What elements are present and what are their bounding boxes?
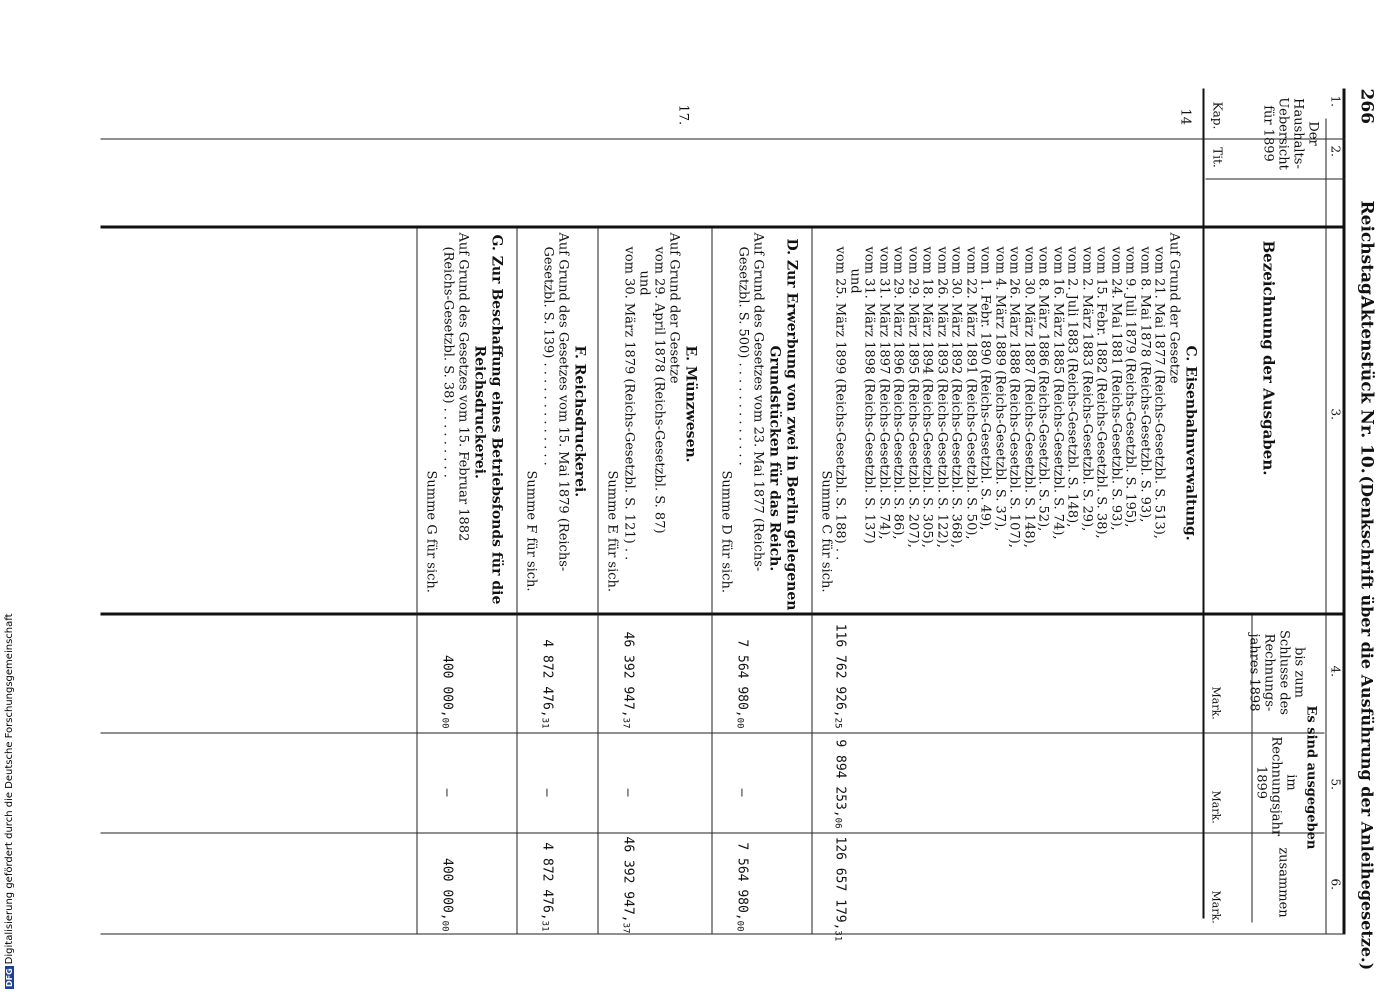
dfg-credit <box>4 604 15 989</box>
header-bottom-rule <box>1203 89 1205 919</box>
section-d-title-1: D. Zur Erwerbung von zwei in Berlin gelegenen <box>783 238 800 611</box>
law-line: vom 18. März 1894 (Reichs-Gesetzbl. S. 305), <box>920 246 935 548</box>
col5-unit: Mark. <box>1209 790 1223 824</box>
law-line: vom 21. Mai 1877 (Reichs-Gesetzbl. S. 513), <box>1152 246 1167 539</box>
law-line: vom 2. Juli 1883 (Reichs-Gesetzbl. S. 148), <box>1065 246 1080 528</box>
dfg-logo: DFG <box>5 968 14 987</box>
section-d-rule <box>712 229 713 934</box>
summe-f: Summe F für sich. <box>523 470 539 592</box>
col6-heading: zusammen <box>1275 847 1291 918</box>
law-line: vom 2. März 1883 (Reichs-Gesetzbl. S. 29), <box>1079 246 1095 532</box>
col-tit-rule <box>1206 179 1346 180</box>
col-number-2: 2. <box>1328 145 1343 157</box>
law-line: vom 30. März 1892 (Reichs-Gesetzbl. S. 368), <box>949 246 964 548</box>
section-f-rule <box>517 229 518 934</box>
section-e-text-3: und <box>636 270 652 296</box>
law-line: vom 8. März 1886 (Reichs-Gesetzbl. S. 52), <box>1036 246 1051 532</box>
col4-unit: Mark. <box>1209 686 1223 720</box>
law-line: vom 4. März 1889 (Reichs-Gesetzbl. S. 37), <box>992 246 1008 532</box>
table-right-rule <box>101 934 1346 935</box>
law-line: vom 9. Juli 1879 (Reichs-Gesetzbl. S. 195), <box>1123 246 1138 528</box>
f-col6-value: 4 872 476,31 <box>539 842 555 932</box>
header-section: Reichstag. <box>1356 200 1377 301</box>
law-line: vom 30. März 1887 (Reichs-Gesetzbl. S. 148), <box>1021 246 1037 548</box>
header-doc: Aktenstück Nr. 10. <box>1356 295 1377 474</box>
col-4-rule <box>101 613 1346 616</box>
section-g-rule <box>417 229 418 934</box>
col-number-6: 6. <box>1328 878 1343 890</box>
section-c-rule <box>812 229 813 934</box>
law-line: vom 25. März 1899 (Reichs-Gesetzbl. S. 188) . . <box>833 246 848 561</box>
haushalt-heading: Der Haushalts-Uebersicht für 1899 <box>1260 97 1321 170</box>
section-e-text-4: vom 30. März 1879 (Reichs-Gesetzbl. S. 121) . . <box>621 246 637 561</box>
col-kap-rule <box>101 139 1346 140</box>
law-line: und <box>847 268 863 294</box>
col-number-4: 4. <box>1328 665 1343 677</box>
f-col4-value: 4 872 476,31 <box>539 639 555 729</box>
section-e-title: E. Münzwesen. <box>682 345 699 463</box>
dfg-credit-text: Digitalisierung gefördert durch die Deutsche Forschungsgemeinschaft <box>4 613 15 965</box>
section-c-intro: Auf Grund der Gesetze <box>1166 232 1182 384</box>
e-col5-value: — <box>620 788 636 797</box>
col4-heading: bis zum Schlusse des Rechnungs-jahres 1898 <box>1246 630 1307 715</box>
col-number-1: 1. <box>1328 95 1343 107</box>
header-subtitle: (Denkschrift über die Ausführung der Anleihegesetze.) <box>1357 475 1377 971</box>
section-f-title: F. Reichsdruckerei. <box>571 345 588 498</box>
f-col5-value: — <box>539 788 555 797</box>
law-line: vom 26. März 1888 (Reichs-Gesetzbl. S. 107), <box>1007 246 1022 548</box>
column-number-rule <box>1326 119 1327 934</box>
col-number-5: 5. <box>1328 778 1343 790</box>
d-col4-value: 7 564 980,00 <box>734 639 750 729</box>
section-f-text-1: Auf Grund des Gesetzes vom 15. Mai 1879 (Reichs- <box>555 232 571 572</box>
bezeichnung-heading: Bezeichnung der Ausgaben. <box>1259 240 1278 476</box>
section-d-text-2: Gesetzbl. S. 500) . . . . . . . . . . . . . <box>735 246 751 466</box>
d-col5-value: — <box>734 788 750 797</box>
g-col6-value: 400 000,00 <box>439 858 455 932</box>
section-f-text-2: Gesetzbl. S. 139) . . . . . . . . . . . . . <box>540 246 556 466</box>
col-number-3: 3. <box>1328 408 1343 420</box>
rotated-page <box>0 1 1383 1001</box>
tit-heading: Tit. <box>1210 147 1225 168</box>
law-line: vom 15. Febr. 1882 (Reichs-Gesetzbl. S. 38), <box>1094 246 1109 539</box>
d-col6-value: 7 564 980,00 <box>734 842 750 932</box>
es-sind-heading: Es sind ausgegeben <box>1303 705 1319 850</box>
section-g-text-2: (Reichs-Gesetzbl. S. 38) . . . . . . . . . <box>440 246 456 478</box>
col5-heading: im Rechnungsjahr 1899 <box>1253 736 1299 837</box>
col-6-rule <box>101 833 1325 834</box>
law-line: vom 26. März 1893 (Reichs-Gesetzbl. S. 122), <box>934 246 950 548</box>
c-col4-value: 116 762 926,25 <box>832 623 848 729</box>
summe-d: Summe D für sich. <box>718 470 734 593</box>
kap-14: 14 <box>1177 108 1193 126</box>
dfg-sidebar <box>2 605 14 990</box>
section-g-title-2: Reichsdruckerei. <box>471 345 488 479</box>
g-col4-value: 400 000,00 <box>439 655 455 729</box>
section-c-laws <box>833 229 1181 609</box>
col-5-rule <box>101 733 1325 734</box>
summe-g: Summe G für sich. <box>423 470 439 593</box>
law-line: vom 29. März 1895 (Reichs-Gesetzbl. S. 207), <box>905 246 921 548</box>
e-col6-value: 46 392 947,37 <box>620 836 636 934</box>
law-line: vom 31. März 1897 (Reichs-Gesetzbl. S. 74), <box>876 246 892 540</box>
table-top-rule <box>1343 89 1346 934</box>
page-number: 266 <box>1356 88 1377 124</box>
law-line: vom 22. März 1891 (Reichs-Gesetzbl. S. 50), <box>963 246 979 540</box>
section-g-text-1: Auf Grund des Gesetzes vom 15. Februar 1882 <box>455 232 471 542</box>
e-col4-value: 46 392 947,37 <box>620 631 636 729</box>
c-col6-value: 126 657 179,31 <box>832 836 848 942</box>
section-e-rule <box>598 229 599 934</box>
section-g-title-1: G. Zur Beschaffung eines Betriebsfonds für die <box>488 234 505 605</box>
col6-unit: Mark. <box>1209 890 1223 924</box>
g-col5-value: — <box>439 788 455 797</box>
summe-e: Summe E für sich. <box>604 470 620 593</box>
law-line: vom 16. März 1885 (Reichs-Gesetzbl. S. 74), <box>1050 246 1066 540</box>
law-line: vom 29. März 1896 (Reichs-Gesetzbl. S. 86), <box>891 246 906 540</box>
law-line: vom 31. März 1898 (Reichs-Gesetzbl. S. 137) <box>862 246 877 544</box>
kap-heading: Kap. <box>1210 101 1225 130</box>
law-line: vom 1. Febr. 1890 (Reichs-Gesetzbl. S. 49), <box>978 246 993 531</box>
law-line: vom 24. Mai 1881 (Reichs-Gesetzbl. S. 93), <box>1108 246 1124 531</box>
section-d-text-1: Auf Grund des Gesetzes vom 23. Mai 1877 (Reichs- <box>750 232 766 572</box>
section-e-text-1: Auf Grund der Gesetze <box>666 232 682 384</box>
section-e-text-2: vom 29. April 1878 (Reichs-Gesetzbl. S. 87) <box>651 246 667 534</box>
kap-17: 17. <box>675 104 691 126</box>
c-col5-value: 9 894 253,06 <box>832 739 848 829</box>
law-line: vom 8. Mai 1878 (Reichs-Gesetzbl. S. 93), <box>1137 246 1153 523</box>
section-c-title: C. Eisenbahnverwaltung. <box>1182 345 1199 541</box>
summe-c: Summe C für sich. <box>818 470 834 593</box>
section-d-title-2: Grundstücken für das Reich. <box>766 345 783 572</box>
